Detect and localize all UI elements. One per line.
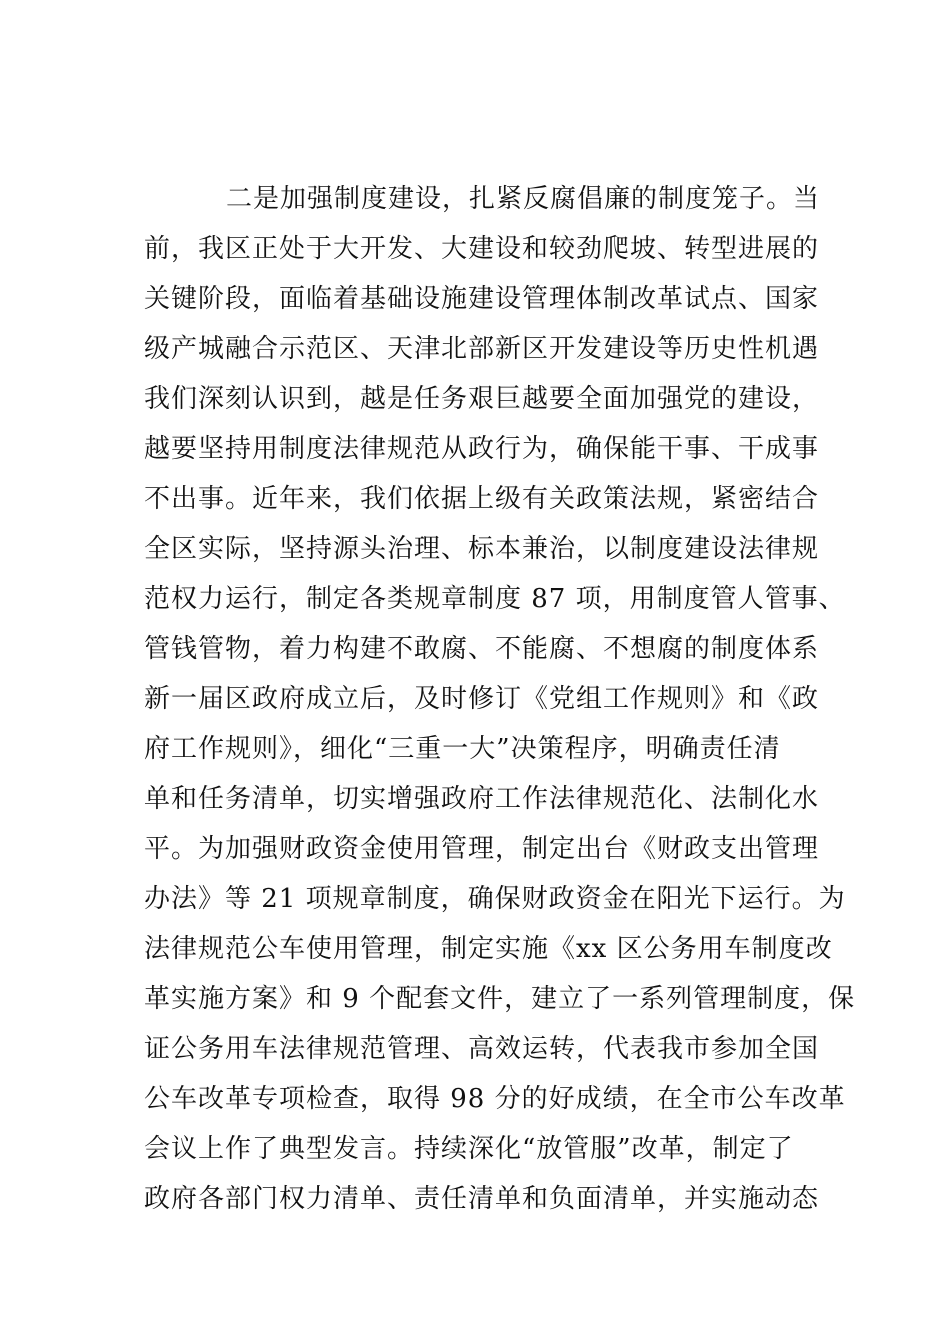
text-line-4: 级产城融合示范区、天津北部新区开发建设等历史性机遇 [144, 334, 820, 364]
text-line-16: 法律规范公车使用管理，制定实施《xx 区公务用车制度改 [144, 934, 833, 964]
text-line-9: 范权力运行，制定各类规章制度 87 项，用制度管人管事、 [144, 584, 846, 614]
text-line-15: 办法》等 21 项规章制度，确保财政资金在阳光下运行。为 [144, 884, 846, 914]
text-line-10: 管钱管物，着力构建不敢腐、不能腐、不想腐的制度体系 [144, 634, 820, 664]
text-line-7: 不出事。近年来，我们依据上级有关政策法规，紧密结合 [144, 484, 820, 514]
text-line-20: 会议上作了典型发言。持续深化“放管服”改革，制定了 [144, 1134, 794, 1164]
text-line-21: 政府各部门权力清单、责任清单和负面清单，并实施动态 [144, 1184, 820, 1214]
text-line-6: 越要坚持用制度法律规范从政行为，确保能干事、干成事 [144, 434, 820, 464]
text-line-12: 府工作规则》，细化“三重一大”决策程序，明确责任清 [144, 734, 781, 764]
text-line-2: 前，我区正处于大开发、大建设和较劲爬坡、转型进展的 [144, 234, 820, 264]
body-paragraph [144, 174, 856, 1224]
text-line-17: 革实施方案》和 9 个配套文件，建立了一系列管理制度，保 [144, 984, 856, 1014]
text-line-11: 新一届区政府成立后，及时修订《党组工作规则》和《政 [144, 684, 820, 714]
text-line-14: 平。为加强财政资金使用管理，制定出台《财政支出管理 [144, 834, 820, 864]
text-line-5: 我们深刻认识到，越是任务艰巨越要全面加强党的建设， [144, 384, 820, 414]
text-line-1: 二是加强制度建设，扎紧反腐倡廉的制度笼子。当 [226, 184, 821, 214]
text-line-13: 单和任务清单，切实增强政府工作法律规范化、法制化水 [144, 784, 820, 814]
text-line-8: 全区实际，坚持源头治理、标本兼治，以制度建设法律规 [144, 534, 820, 564]
text-line-18: 证公务用车法律规范管理、高效运转，代表我市参加全国 [144, 1034, 820, 1064]
text-line-3: 关键阶段，面临着基础设施建设管理体制改革试点、国家 [144, 284, 820, 314]
text-line-19: 公车改革专项检查，取得 98 分的好成绩，在全市公车改革 [144, 1084, 846, 1114]
